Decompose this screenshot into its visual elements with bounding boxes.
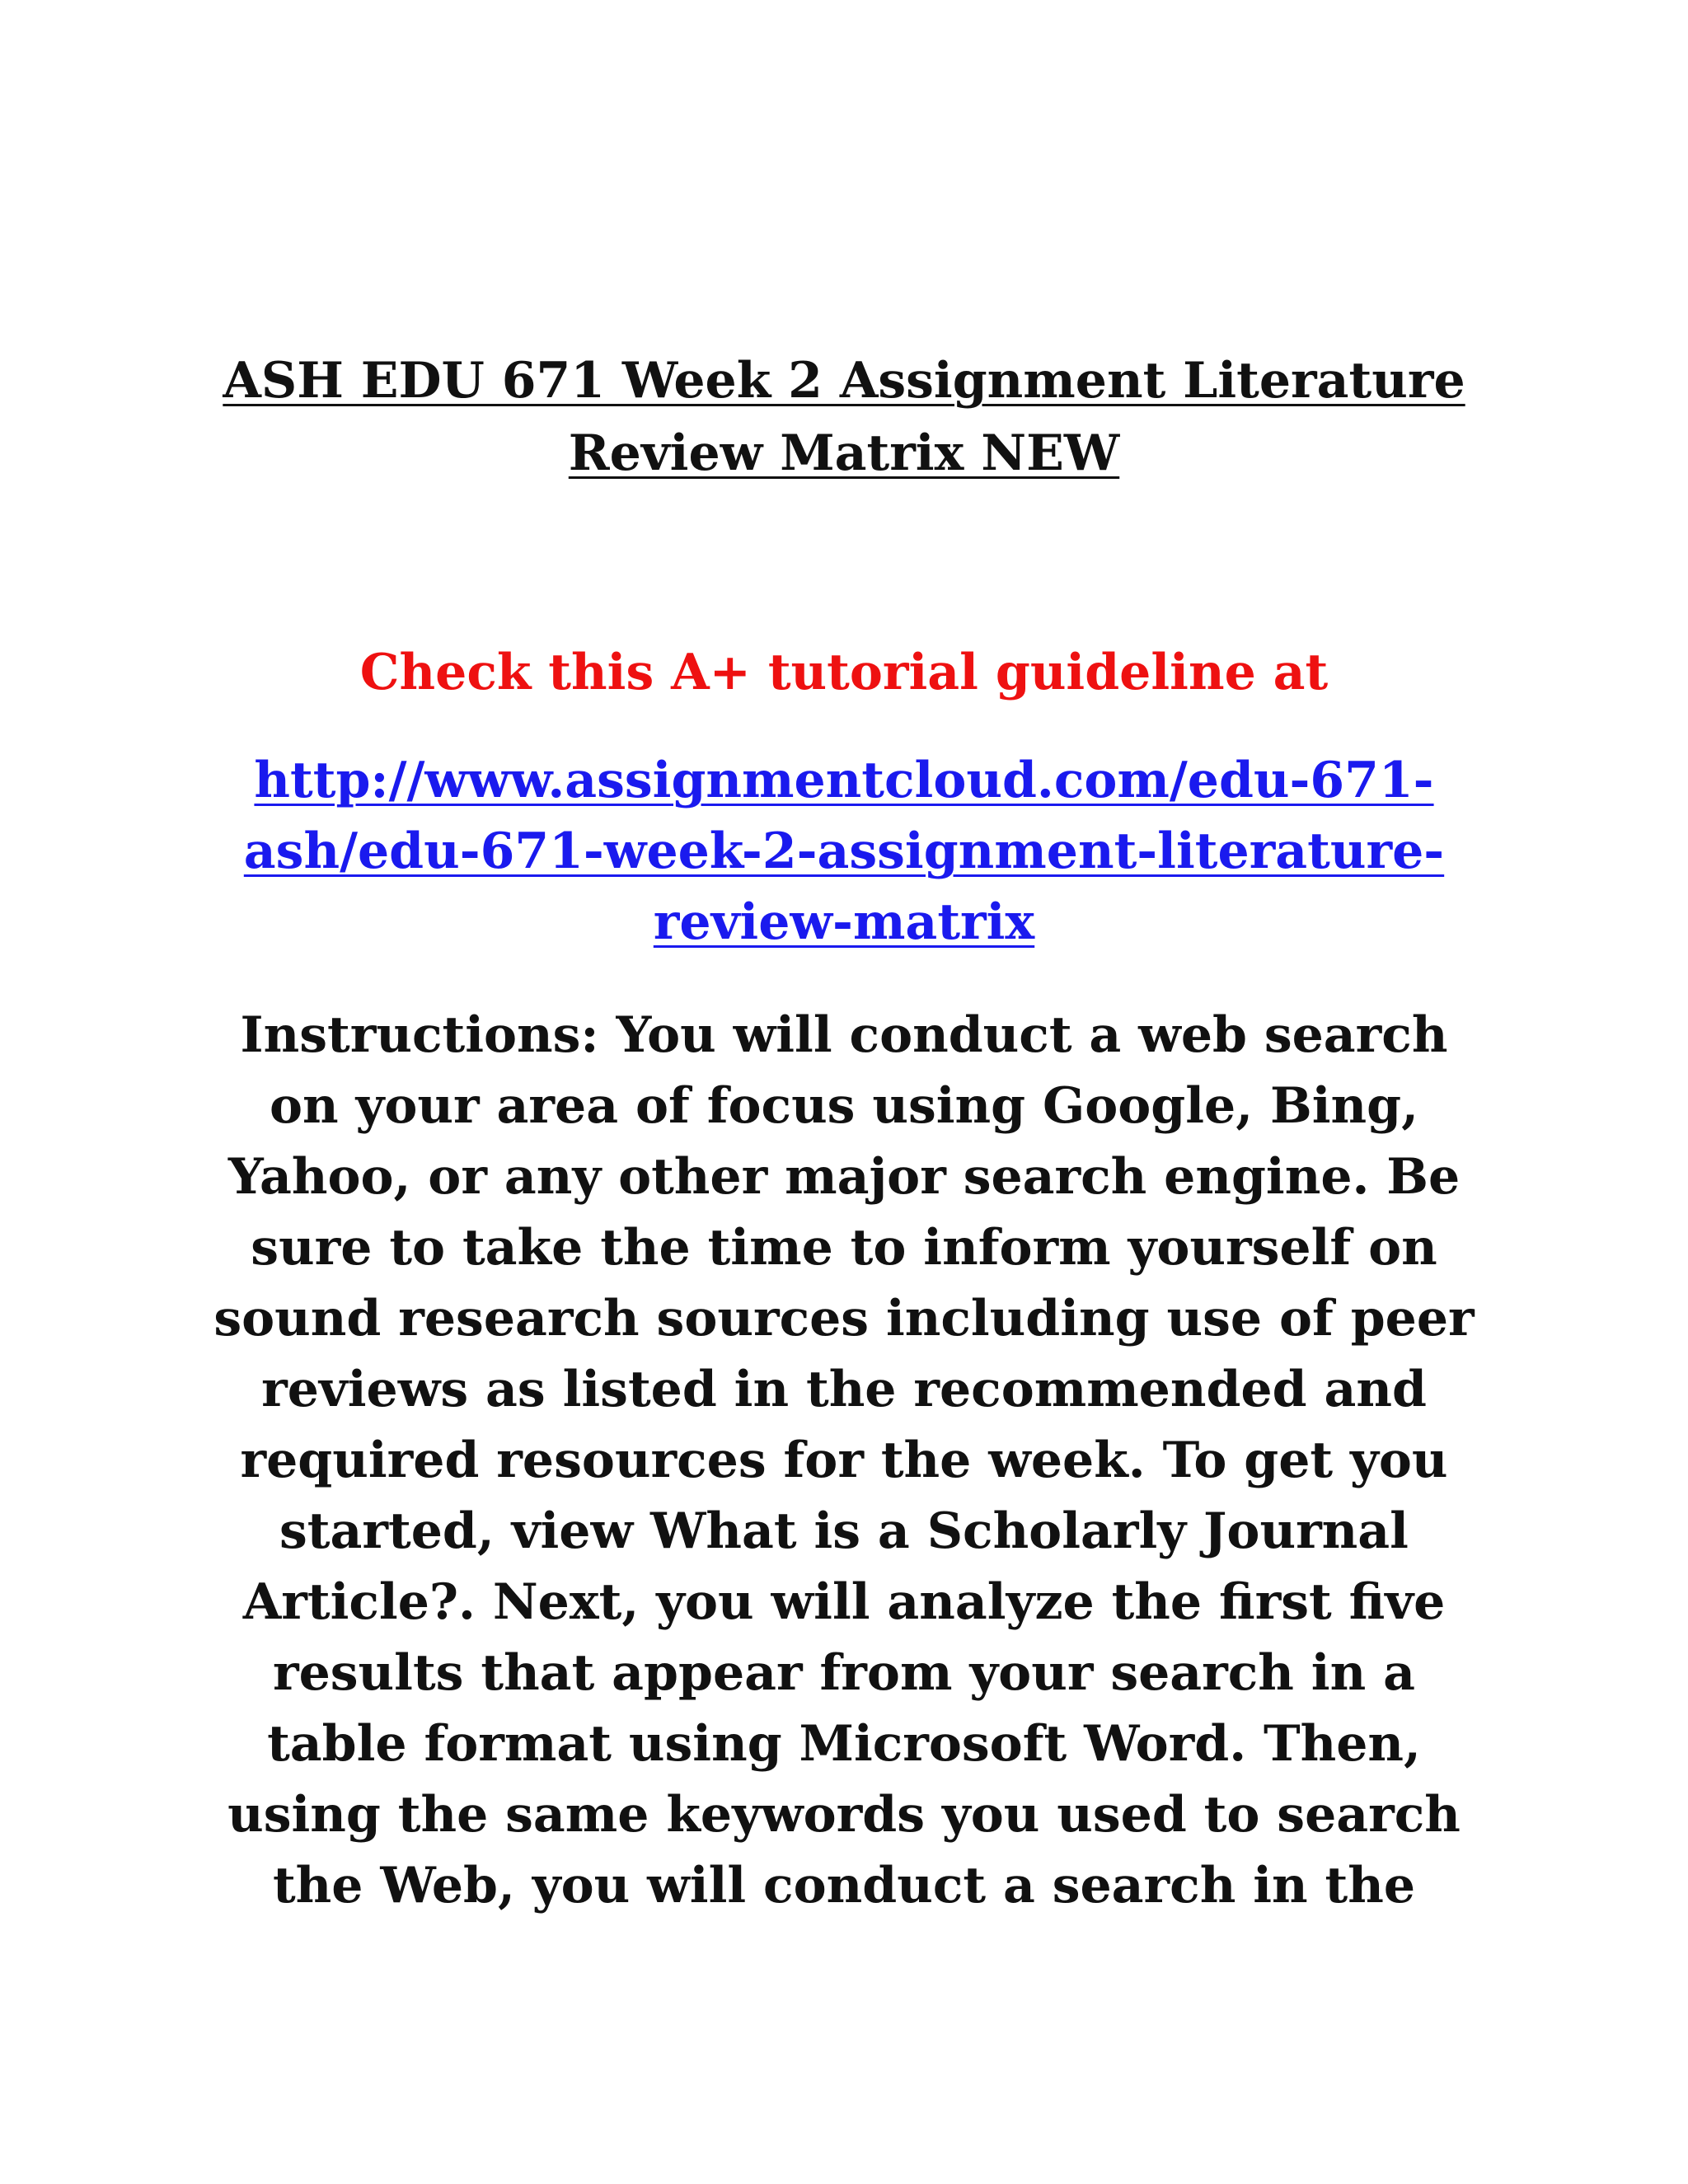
instructions-paragraph	[198, 1000, 1490, 1921]
instruction-line: using the same keywords you used to search	[227, 1786, 1461, 1844]
instruction-line: required resources for the week. To get you	[240, 1432, 1448, 1489]
instruction-line: Yahoo, or any other major search engine. Be	[227, 1148, 1461, 1206]
title-line: ASH EDU 671 Week 2 Assignment Literature	[223, 352, 1465, 410]
instruction-line: table format using Microsoft Word. Then,	[267, 1715, 1421, 1773]
assignment-link[interactable]	[198, 745, 1490, 958]
instruction-line: the Web, you will conduct a search in the	[272, 1857, 1416, 1915]
promo-text: Check this A+ tutorial guideline at	[359, 644, 1329, 701]
instruction-line: reviews as listed in the recommended and	[261, 1361, 1427, 1418]
link-line[interactable]: ash/edu-671-week-2-assignment-literature-	[243, 823, 1445, 880]
instruction-line: results that appear from your search in a	[272, 1644, 1415, 1702]
document-title	[198, 344, 1490, 490]
instruction-line: started, view What is a Scholarly Journal	[279, 1502, 1409, 1560]
link-line[interactable]: review-matrix	[653, 893, 1035, 951]
link-line[interactable]: http://www.assignmentcloud.com/edu-671-	[254, 752, 1434, 809]
instruction-line: sure to take the time to inform yourself on	[251, 1219, 1437, 1277]
instruction-line: on your area of focus using Google, Bing,	[270, 1077, 1418, 1135]
instruction-line: Instructions: You will conduct a web search	[240, 1006, 1448, 1064]
instruction-line: Article?. Next, you will analyze the first five	[242, 1573, 1446, 1631]
title-line: Review Matrix NEW	[568, 424, 1120, 482]
instruction-line: sound research sources including use of peer	[213, 1290, 1475, 1347]
